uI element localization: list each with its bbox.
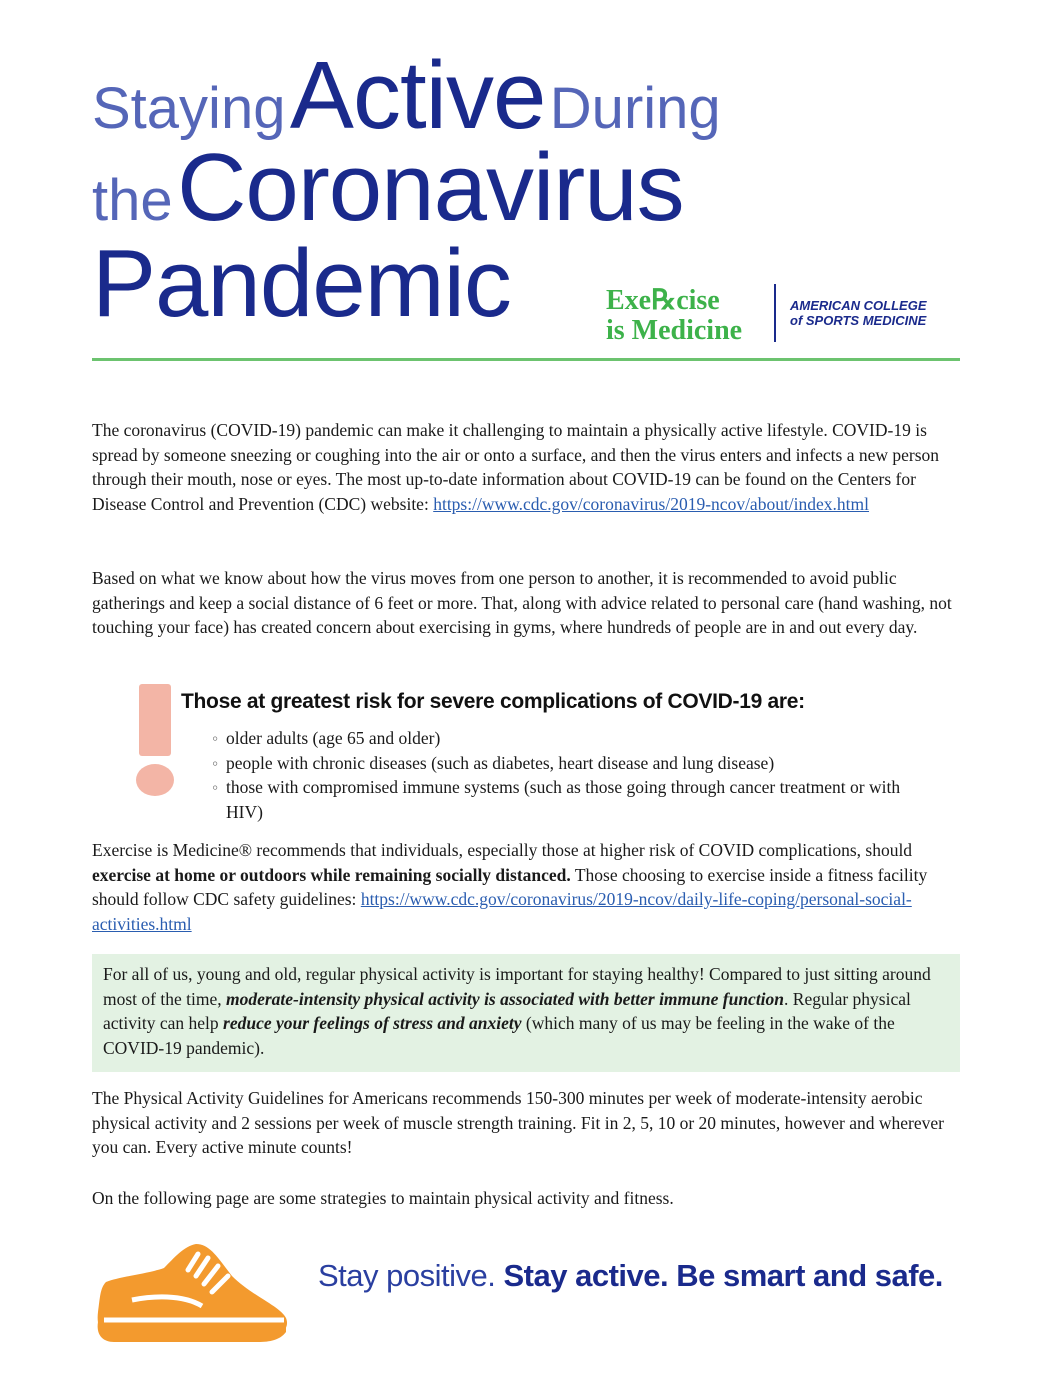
title-word-pandemic: Pandemic [92,230,511,337]
recommend-text-2: Those choosing to exercise inside a fitness facility should follow CDC safety guidelines: [92,864,928,909]
tagline [318,1258,943,1294]
cdc-about-link[interactable]: https://www.cdc.gov/coronavirus/2019-ncov/about/index.html [433,493,870,514]
highlight-emphasis-2: reduce your feelings of stress and anxiety [223,1013,522,1033]
tagline-stay-positive: Stay positive. [318,1258,496,1293]
sneaker-icon [92,1236,292,1346]
risk-list [212,726,912,824]
title-line-3 [92,230,511,337]
title-word-during: During [549,76,721,141]
title-line-1 [92,42,721,149]
logo-divider [774,284,776,342]
risk-item-text: older adults (age 65 and older) [226,728,441,748]
list-item [212,751,912,776]
bullet-icon: ◦ [212,752,219,773]
bullet-icon: ◦ [212,777,219,797]
title-word-coronavirus: Coronavirus [177,134,684,241]
recommendation-paragraph [92,838,960,936]
highlight-text-1: For all of us, young and old, regular physical activity is important for staying healthy! Compared to just sitting around most of the time, [103,964,931,1009]
list-item [212,726,912,751]
list-item [212,775,912,824]
risk-item-text: those with compromised immune systems (such as those going through cancer treatment or with HIV) [226,777,901,822]
exercise-is-medicine-logo [606,286,742,346]
intro-text: The coronavirus (COVID-19) pandemic can make it challenging to maintain a physically active lifestyle. COVID-19 is spread by someone sneezing or coughing into the air or onto a surface, and then the virus enters and infects a new person through their mouth, nose or eyes. The most up-to-date information about COVID-19 can be found on the Centers for Disease Control and Prevention (CDC) website: [92,420,940,514]
bullet-icon: ◦ [212,728,219,748]
acsm-logo-line-1: AMERICAN COLLEGE [790,298,927,313]
intro-paragraph [92,418,960,516]
tagline-be-smart: Be smart and safe. [676,1258,943,1293]
guidelines-paragraph: The Physical Activity Guidelines for Americans recommends 150-300 minutes per week of moderate-intensity aerobic physical activity and 2 sessions per week of muscle strength training. Fit in 2, 5, 10 or 20 minutes, however and wherever you can. Every active minute counts! [92,1088,944,1157]
cdc-guidelines-link[interactable]: https://www.cdc.gov/coronavirus/2019-ncov/daily-life-coping/personal-social-activities.html [92,889,912,934]
risk-heading: Those at greatest risk for severe complications of COVID-19 are: [181,690,805,713]
title-word-the: the [92,168,173,233]
eim-logo-line-2: is Medicine [606,315,743,346]
title-line-2 [92,134,684,241]
eim-logo-line-1: Exe℞cise [606,285,720,316]
highlight-box [92,954,960,1072]
title-word-active: Active [289,42,546,149]
exclamation-icon [136,684,174,798]
title-word-staying: Staying [92,76,286,141]
highlight-emphasis-1: moderate-intensity physical activity is associated with better immune function [225,988,785,1009]
recommend-bold: exercise at home or outdoors while remaining socially distanced. [92,864,571,885]
acsm-logo [790,298,927,328]
social-distance-paragraph: Based on what we know about how the virus moves from one person to another, it is recommended to avoid public gatherings and keep a social distance of 6 feet or more. That, along with advice related to personal care (hand washing, not touching your face) has created concern about exercising in gyms, where hundreds of people are in and out every day. [92,568,952,637]
highlight-text-2: . Regular physical activity can help [103,988,911,1033]
recommend-text-1: Exercise is Medicine® recommends that individuals, especially those at higher risk of COVID complications, should [92,840,913,860]
following-page-paragraph: On the following page are some strategies to maintain physical activity and fitness. [92,1188,674,1208]
risk-item-text: people with chronic diseases (such as diabetes, heart disease and lung disease) [226,752,775,773]
highlight-text-3: (which many of us may be feeling in the wake of the COVID-19 pandemic). [103,1013,895,1058]
header-divider [92,358,960,361]
tagline-stay-active: Stay active. [503,1258,669,1293]
acsm-logo-line-2: of SPORTS MEDICINE [790,313,927,328]
highlight-paragraph [103,962,948,1060]
